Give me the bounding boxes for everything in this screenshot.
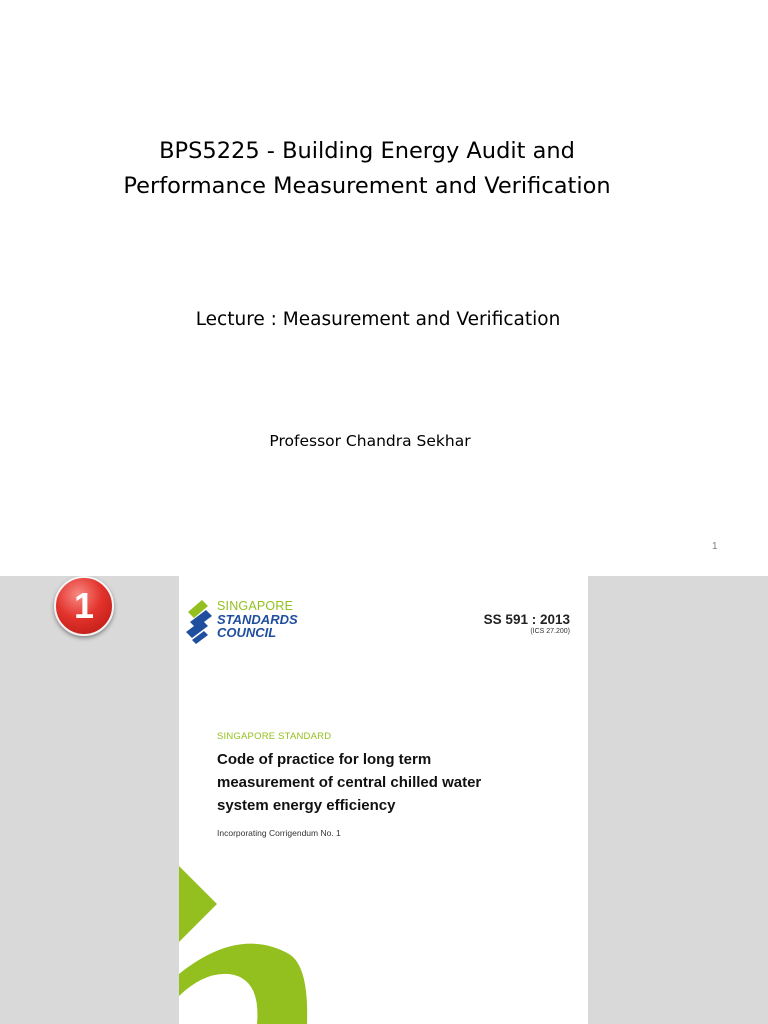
standards-council-logo-text xyxy=(217,600,298,639)
logo-line-1: SINGAPORE xyxy=(217,599,294,613)
slide-title-line2: Performance Measurement and Verification xyxy=(123,173,611,199)
standard-title xyxy=(217,748,537,817)
standard-cover-slide xyxy=(0,576,768,1024)
ics-code: (ICS 27.200) xyxy=(530,628,570,635)
corrigendum-note: Incorporating Corrigendum No. 1 xyxy=(217,828,341,838)
logo-line-3: COUNCIL xyxy=(217,625,277,640)
author-name: Professor Chandra Sekhar xyxy=(269,432,471,450)
standard-title-line2: measurement of central chilled water xyxy=(217,774,482,791)
standard-title-line3: system energy efficiency xyxy=(217,797,396,814)
standard-category: SINGAPORE STANDARD xyxy=(217,731,332,742)
standards-council-logo-icon xyxy=(184,598,216,644)
slide-title xyxy=(0,134,734,204)
logo-line-2: STANDARDS xyxy=(217,612,298,627)
green-decorative-shape xyxy=(179,866,588,1024)
number-badge: 1 xyxy=(54,576,114,636)
standard-title-line1: Code of practice for long term xyxy=(217,751,432,768)
slide-page-number: 1 xyxy=(712,541,718,552)
standard-number: SS 591 : 2013 xyxy=(483,612,570,627)
slide-title-line1: BPS5225 - Building Energy Audit and xyxy=(159,138,575,164)
standard-document-cover xyxy=(179,576,588,1024)
lecture-subtitle: Lecture : Measurement and Verification xyxy=(195,309,561,330)
